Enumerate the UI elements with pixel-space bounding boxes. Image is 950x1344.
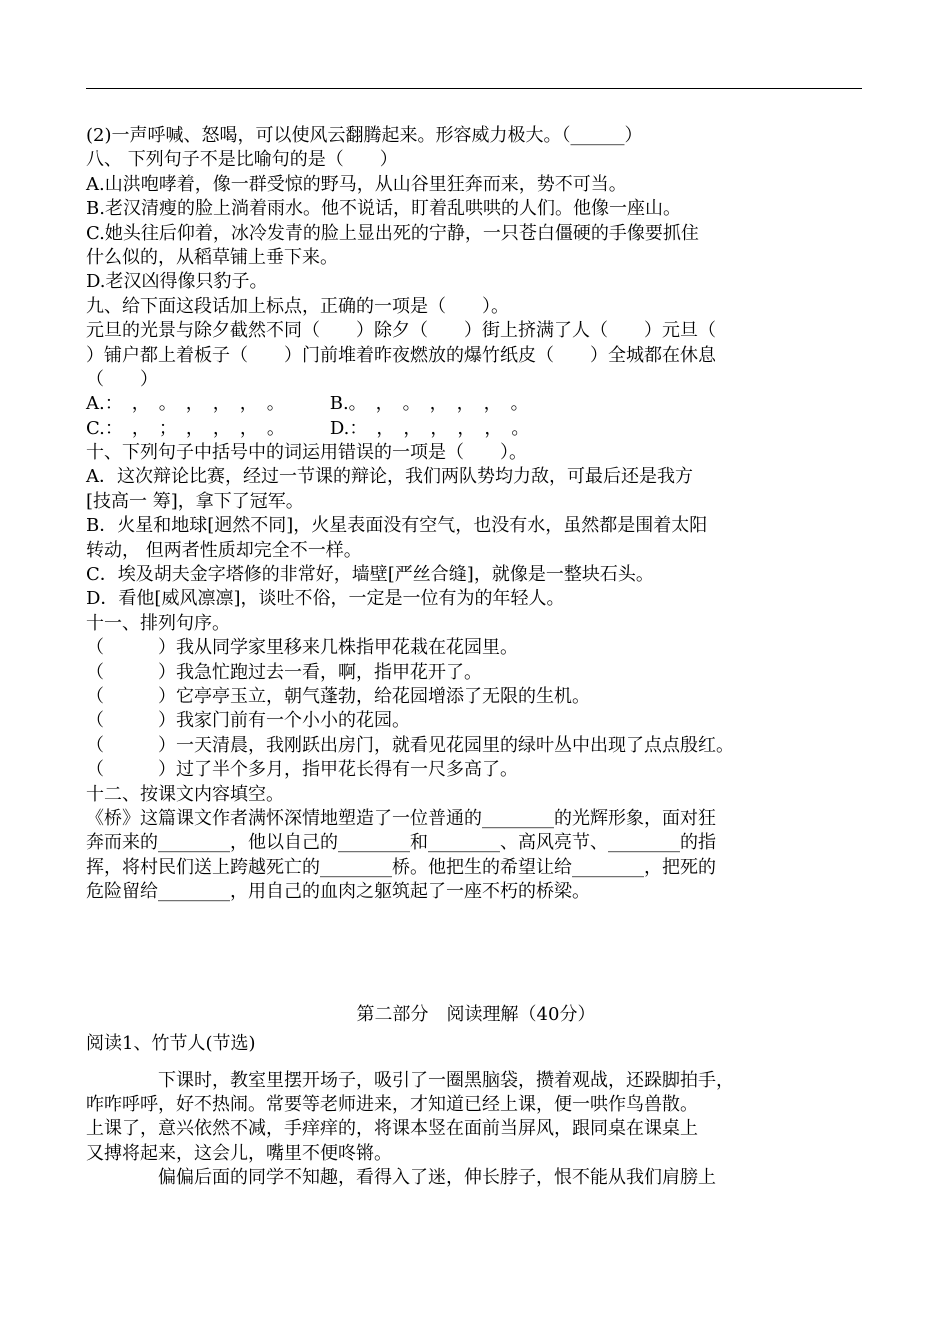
- q8-option-b: B.老汉清瘦的脸上淌着雨水。他不说话，盯着乱哄哄的人们。他像一座山。: [86, 198, 681, 220]
- q10-option-b: B．火星和地球[迥然不同]，火星表面没有空气，也没有水，虽然都是围着太阳: [86, 515, 708, 537]
- q8-option-a: A.山洪咆哮着，像一群受惊的野马，从山谷里狂奔而来，势不可当。: [86, 173, 627, 195]
- q9-options-ab: A.： ， 。 ， ， ， 。 B.。 ， 。 ， ， ， 。: [86, 393, 529, 415]
- q11-item: （ ）我急忙跑过去一看，啊，指甲花开了。: [86, 661, 482, 683]
- q10-option-d: D．看他[威风凛凛]，谈吐不俗，一定是一位有为的年轻人。: [86, 588, 565, 610]
- q11-item: （ ）它亭亭玉立，朝气蓬勃，给花园增添了无限的生机。: [86, 685, 590, 707]
- q8-option-d: D.老汉凶得像只豹子。: [86, 271, 268, 293]
- q11-title: 十一、排列句序。: [86, 612, 230, 634]
- reading1-title: 阅读1、竹节人(节选): [86, 1032, 256, 1054]
- q11-item: （ ）一天清晨，我刚跃出房门，就看见花园里的绿叶丛中出现了点点殷红。: [86, 734, 734, 756]
- q9-passage-line: ）铺户都上着板子（ ）门前堆着昨夜燃放的爆竹纸皮（ ）全城都在休息: [86, 344, 716, 366]
- q12-title: 十二、按课文内容填空。: [86, 783, 284, 805]
- q9-passage-line: （ ）: [86, 368, 158, 390]
- paragraph-spacer: [86, 1059, 866, 1069]
- header-rule: [86, 88, 862, 89]
- reading1-paragraph1-line: 上课了，意兴依然不减，手痒痒的，将课本竖在面前当屏风，跟同桌在课桌上: [86, 1118, 698, 1140]
- q10-option-a-cont: [技高一 筹]，拿下了冠军。: [86, 490, 304, 512]
- reading1-paragraph1-line: 咋咋呼呼，好不热闹。常要等老师进来，才知道已经上课，便一哄作鸟兽散。: [86, 1093, 698, 1115]
- q12-line: 挥，将村民们送上跨越死亡的________桥。他把生的希望让给________，把死的: [86, 856, 716, 878]
- q10-option-b-cont: 转动， 但两者性质却完全不一样。: [86, 539, 362, 561]
- q9-options-cd: C.： ， ； ， ， ， 。 D.： ， ， ， ， ， 。: [86, 417, 530, 439]
- reading1-paragraph1-line: 下课时，教室里摆开场子，吸引了一圈黑脑袋，攒着观战，还跺脚拍手，: [86, 1069, 734, 1091]
- q11-item: （ ）我从同学家里移来几株指甲花栽在花园里。: [86, 637, 518, 659]
- q9-passage-line: 元旦的光景与除夕截然不同（ ）除夕（ ）街上挤满了人（ ）元旦（: [86, 320, 716, 342]
- q10-title: 十、下列句子中括号中的词运用错误的一项是（ ）。: [86, 442, 527, 464]
- q10-option-a: A．这次辩论比赛，经过一节课的辩论，我们两队势均力敌，可最后还是我方: [86, 466, 693, 488]
- q12-line: 《桥》这篇课文作者满怀深情地塑造了一位普通的________的光辉形象，面对狂: [86, 807, 716, 829]
- reading1-paragraph2-line: 偏偏后面的同学不知趣，看得入了迷，伸长脖子，恨不能从我们肩膀上: [86, 1167, 716, 1189]
- q11-item: （ ）过了半个多月，指甲花长得有一尺多高了。: [86, 759, 518, 781]
- q8-option-c-cont: 什么似的，从稻草铺上垂下来。: [86, 246, 338, 268]
- q12-line: 危险留给________，用自己的血肉之躯筑起了一座不朽的桥梁。: [86, 881, 590, 903]
- q8-title: 八、 下列句子不是比喻句的是（ ）: [86, 149, 398, 171]
- q9-title: 九、给下面这段话加上标点，正确的一项是（ ）。: [86, 295, 509, 317]
- part2-title: 第二部分 阅读理解（40分）: [356, 1003, 596, 1025]
- q8-option-c: C.她头往后仰着，冰冷发青的脸上显出死的宁静，一只苍白僵硬的手像要抓住: [86, 222, 699, 244]
- q10-option-c: C．埃及胡夫金字塔修的非常好，墙壁[严丝合缝]，就像是一整块石头。: [86, 564, 654, 586]
- reading1-paragraph1-line: 又搏将起来，这会儿，嘴里不便咚锵。: [86, 1142, 392, 1164]
- q12-line: 奔而来的________，他以自己的________和________、高风亮节、________的指: [86, 832, 716, 854]
- q7-item2: (2)一声呼喊、怒喝，可以使风云翻腾起来。形容威力极大。（______）: [86, 125, 643, 146]
- exam-page-content: [86, 124, 866, 1190]
- section-spacer: [86, 905, 866, 1003]
- q11-item: （ ）我家门前有一个小小的花园。: [86, 710, 410, 732]
